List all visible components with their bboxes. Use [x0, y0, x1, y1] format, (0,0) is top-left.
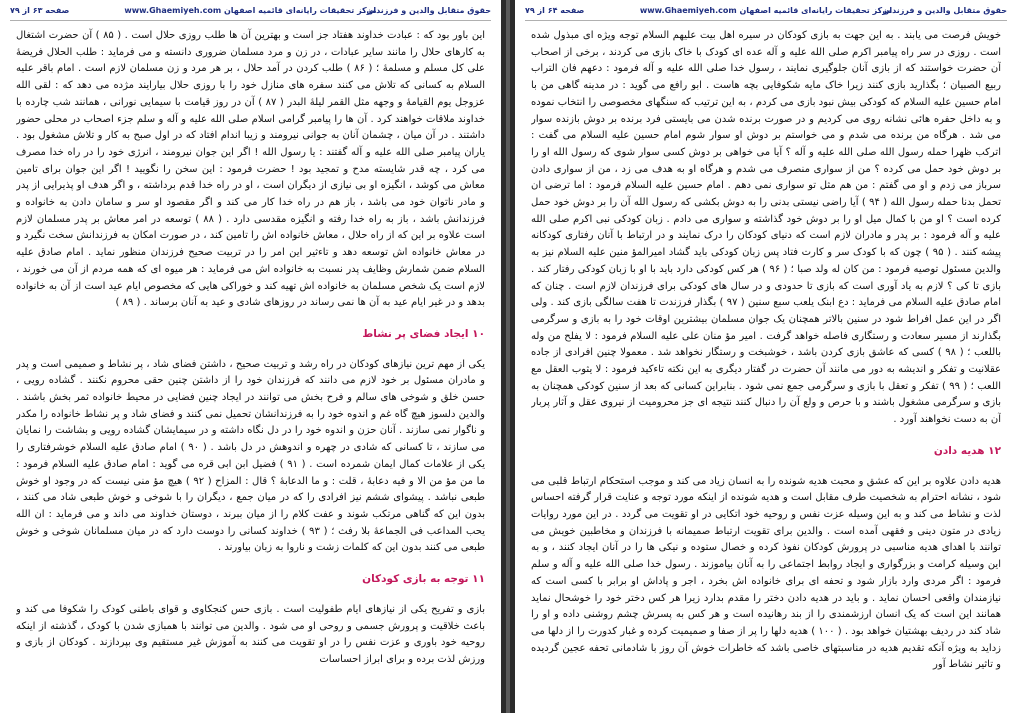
section-heading: ۱۲ هدیه دادن	[933, 444, 1001, 457]
page-body	[16, 28, 485, 707]
paragraph: این باور بود که : عبادت خداوند هفتاد جز است و بهترین آن ها طلب روزی حلال است . ( ۸۵ ) آن حضرت اشتغال به کارهای حلال را مانند سایر عبادات ، در زن و مرد مسلمان ضروری دانسته و می فرماید : طلب الحلال فریضهٔ علی کل مسلم و مسلمهٔ ؛ ( ۸۶ ) طلب کردن در آمد حلال ، بر هر مرد و زن مسلمان لازم است . امام باقر علیه السلام به کسانی که تلاش می کنند سفره های منازل خود را با روزی حلال بیارایند مژده می دهد که : لقی الله عزوجل یوم القیامهٔ و وجهه مثل القمر لیلهٔ البدر ( ۸۷ ) آن در روز قیامت با سیمایی نورانی ، همانند شب چارده با خداوند ملاقات خواهند کرد . آن ها را پیامبر گرامی اسلام صلی الله علیه و آله و سلم جزء اصحاب در محلی حضور داشتند . در آن میان ، چشمان آنان به جوانی نیرومند و زیبا اندام افتاد که در اول صبح به کار و تلاش مشغول بود . یاران پیامبر صلی الله علیه و آله گفتند : یا رسول الله ! اگر این جوان نیرومند ، انرژی خود را در راه خدا مصرف می کرد ، چه قدر شایسته مدح و تمجید بود ! حضرت فرمود : این سخن را نگویید ! اگر این جوان برای تامین معاش می کوشد ، انگیزه او بی نیازی از دیگران است ، او در راه خدا قدم برداشته ، و اگر هدف او پذیرایی از پدر و مادر ناتوان خود می باشد ، باز هم در راه خدا کار می کند و اگر مقصود او سر و سامان دادن به خانواده و فرزندانش باشد ، باز به راه خدا رفته و انگیزه مقدسی دارد . ( ۸۸ ) توسعه در امر معاش بر پدر مسلمان لازم است علاوه بر این که از راه حلال ، معاش خانواده اش را تامین کند ، در صورت امکان به فرزندانش سخت نگیرد و در معاش خانواده اش توسعه دهد و تاءثیر این امر را در تربیت صحیح فرزندان منظور نماید . امام صادق علیه السلام ضمن شمارش وظایف پدر نسبت به خانواده اش می فرماید : هر میوه ای که همه مردم از آن می خورند ، لازم است یک شخص مسلمان به خانواده اش تهیه کند و خوراکی هایی که مخصوص ایام عید است از آن به خانواده بدهد و در غیر ایام عید به آن ها نمی رساند در روزهای شادی و عید به آنان برساند . ( ۸۹ )	[16, 30, 485, 309]
page-header	[525, 5, 1007, 19]
section-heading: ۱۱ توجه به بازی کودکان	[362, 573, 485, 586]
page-body	[531, 28, 1001, 707]
right-page	[515, 0, 1017, 713]
header-divider	[10, 20, 491, 21]
page-number: صفحه ۶۳ از ۷۹	[10, 6, 70, 15]
left-page	[0, 0, 501, 713]
book-title: حقوق متقابل والدین و فرزندان	[366, 6, 491, 15]
section-heading: ۱۰ ایجاد فضای پر نشاط	[362, 327, 485, 340]
page-gutter	[501, 0, 515, 713]
paragraph: هدیه دادن علاوه بر این که عشق و محبت هدیه شونده را به انسان زیاد می کند و موجب استحکام ارتباط قلبی می شود ، نشانه احترام به شخصیت طرف مقابل است و هدیه شونده از اینکه مورد توجه و عنایت قرار گرفته احساس لذت و نشاط می کند و به این وسیله عزت نفس و روحیه خود اتکایی در او تقویت می گردد . در این مورد روایات زیادی در متون دینی و فقهی آمده است . والدین برای تقویت ارتباط صمیمانه با فرزندان و مخاطبین خویش می توانند با اهدای هدیه مناسبی در پرورش کودکان نفوذ کرده و خصال ستوده و نیکی ها را در آنان ایجاد کنند ، و به این وسیله کرامت و بزرگواری و ایجاد روابط اجتماعی را به آنان بیاموزند . رسول خدا صلی الله علیه و آله و سلم فرمود : اگر مردی وارد بازار شود و تحفه ای برای خانواده اش بخرد ، اجر و پاداش او برابر با کسی است که نیازمندان واقعی احسان نماید . و باید در هدیه دادن دختر را مقدم بدارد زیرا هر کس دختر خود را خوشحال نماید همانند این است که یک انسان ارزشمندی را از بند رهانیده است و هر کس به پسرش چشم روشنی داده و او را شاد کند در ردیف بهشتیان خواهد بود . ( ۱۰۰ ) هدیه دلها را پر از صفا و صمیمیت کرده و غبار کدورت را از دلها می زداید به ویژه آنکه تقدیم هدیه در مناسبتهای خاصی باشد که خاطرات خوش آن روز با شادمانی تحفه عجین گردیده و تاثیر نشاط آور	[531, 475, 1001, 671]
paragraph: خویش فرصت می یابند . به این جهت به بازی کودکان در سیره اهل بیت علیهم السلام توجه ویژه ای مبذول شده است . روزی در سر راه پیامبر اکرم صلی الله علیه و آله عده ای کودک با خاک بازی می کردند ، برخی از اصحاب آن حضرت خواستند که از بازی آنان جلوگیری نمایند ، رسول خدا صلی الله علیه و آله فرمود : دعهم فان التراب ربیع الصبیان ؛ بگذارید بازی کنند زیرا خاک مایه شکوفایی بچه هاست . ابو رافع می گوید : در مدینه گاهی من با امام حسین علیه السلام که کودکی بیش نبود بازی می کردم ، به این ترتیب که سنگهای مخصوصی را انتخاب نموده و به داخل حفره هائی نشانه روی می کردیم و در صورت برنده شدن می بایستی فرد برنده بر دوش بازنده سوار می شد . هرگاه من برنده می شدم و می خواستم بر دوش او سوار شوم امام حسین علیه السلام می گفت : اترکب ظهرا حمله رسول الله صلی الله علیه و آله ؟ آیا می خواهی بر دوش کسی سوار شوی که رسول الله او را بر دوش خود حمل می کرده ؟ من از سواری منصرف می شدم و هرگاه او به هدف می زد ، من از سواری دادن سرباز می زدم و او می گفتم : من هم مثل تو سواری نمی دهم . امام حسین علیه السلام فرمود : اما ترضی ان تحمل بدنا حمله رسول الله ( ۹۴ ) آیا راضی نیستی بدنی را به دوش بکشی که رسول الله آن را بر دوش خود حمل کرده است ؟ او من با کمال میل او را بر دوش خود گذاشته و سواری می دادم . زبان کودکی نبی اکرم صلی الله علیه و آله فرمود : بر پدر و مادران لازم است که دنیای کودکان را درک نمایند و در ارتباط با آنان رفتاری کودکانه پیشه کنند . ( ۹۵ ) چون که با کودک سر و کارت فتاد پس زبان کودکی باید گشاد امیرالمؤ منین علیه السلام نیز به والدین مسئول توصیه فرمود : من کان له ولد صبا ؛ ( ۹۶ ) هر کس کودکی دارد باید با او با زبان کودکی رفتار کند . بازی تا کی ؟ لازم به یاد آوری است که بازی تا حدودی و در سال های کودکی برای فرزندان لازم است . چنان که امام صادق علیه السلام می فرماید : دع ابنک یلعب سبع سنین ( ۹۷ ) بگذار فرزندت تا هفت سالگی بازی کند . ولی اگر در این عمل افراط شود در سنین بالاتر همچنان یک جوان مسلمان بیشترین اوقات خود را به بازی و سرگرمی بگذارند از مسیر سعادت و رستگاری فاصله خواهد گرفت . امیر مؤ منان علی علیه السلام فرمود : لا یفلح من وله باللعب ؛ ( ۹۸ ) کسی که عاشق بازی کردن باشد ، خوشبخت و رستگار نخواهد شد . معمولا چنین افرادی از جاده عقلانیت و تفکر و اندیشه به دور می مانند آن حضرت در گفتار دیگری به این نکته تاءکید فرمود : لا یثوب العقل مع اللعب ؛ ( ۹۹ ) تفکر و تعقل با بازی و سرگرمی جمع نمی شود . بنابراین کسانی که بعد از سنین کودکی همچنان به بازی و سرگرمی مشغول باشند و با حرص و ولع آن را دنبال کنند نتیجه ای جز محرومیت از نیروی عقل و آثار پربار آن به دست نخواهند آورد .	[531, 30, 1001, 426]
page-header	[10, 5, 491, 19]
publisher-info: مرکز تحقیقات رایانه‌ای قائمیه اصفهان www.Ghaemiyeh.com	[639, 6, 893, 15]
paragraph: بازی و تفریح یکی از نیازهای ایام طفولیت است . بازی حس کنجکاوی و قوای باطنی کودک را شکوفا می کند و باعث خلاقیت و پرورش جسمی و روحی او می شود . والدین می توانند با همبازی شدن با کودک ، گذشته از اینکه روحیه خود باوری و عزت نفس را در او تقویت می کنند به آموزش غیر مستقیم وی بپردازند . کودکان از بازی و ورزش لذت برده و برای ابراز احساسات	[16, 603, 485, 665]
header-divider	[525, 20, 1007, 21]
publisher-info: مرکز تحقیقات رایانه‌ای قائمیه اصفهان www.Ghaemiyeh.com	[124, 6, 377, 15]
book-title: حقوق متقابل والدین و فرزندان	[882, 6, 1007, 15]
page-number: صفحه ۶۴ از ۷۹	[525, 6, 585, 15]
paragraph: یکی از مهم ترین نیازهای کودکان در راه رشد و تربیت صحیح ، داشتن فضای شاد ، پر نشاط و صمیمی است و پدر و مادران مسئول بر خود لازم می دانند که فرزندان خود را از داشتن چنین حقی محروم نکنند . گشاده رویی ، حسن خلق و شوخی های سالم و فرح بخش می توانند در ایجاد چنین فضایی در محیط خانواده ثمر بخش باشند . والدین دلسوز هیچ گاه غم و اندوه خود را به فرزندانشان تحمیل نمی کنند و فضای شاد و پر نشاط خانواده را مکدر و ناگوار نمی سازند . آنان حزن و اندوه خود را در دل نگاه داشته و در سیمایشان گشاده رویی و بشاشت را نمایان می سازند ، تا کسانی که شادی در چهره و اندوهش در دل باشد . ( ۹۰ ) امام صادق علیه السلام خوشرفتاری را یکی از علامات کمال ایمان شمرده است . ( ۹۱ ) فضیل ابن ابی قره می گوید : امام صادق علیه السلام فرمود : ما من مؤ من الا و فیه دعابهٔ ، قلت : و ما الدعابهٔ ؟ قال : المزاح ( ۹۲ ) هیچ مؤ منی نیست که در وجود او خوش طبعی نباشد . پیشوای ششم نیز افرادی را که در میان جمع ، دیگران را با شوخی و خوش طبعی شاد می کنند ، بدون این که گناهی مرتکب شوند و عفت کلام را از میان ببرند ، دوستان خداوند می داند و می فرماید : ان الله یحب المداعب فی الجماعهٔ بلا رفث ؛ ( ۹۳ ) خداوند کسانی را دوست دارد که در میان مسلمانان شوخی و خوش طبعی می کنند بدون این که کلمات زشت و ناروا به زبان بیاورند .	[16, 358, 485, 554]
